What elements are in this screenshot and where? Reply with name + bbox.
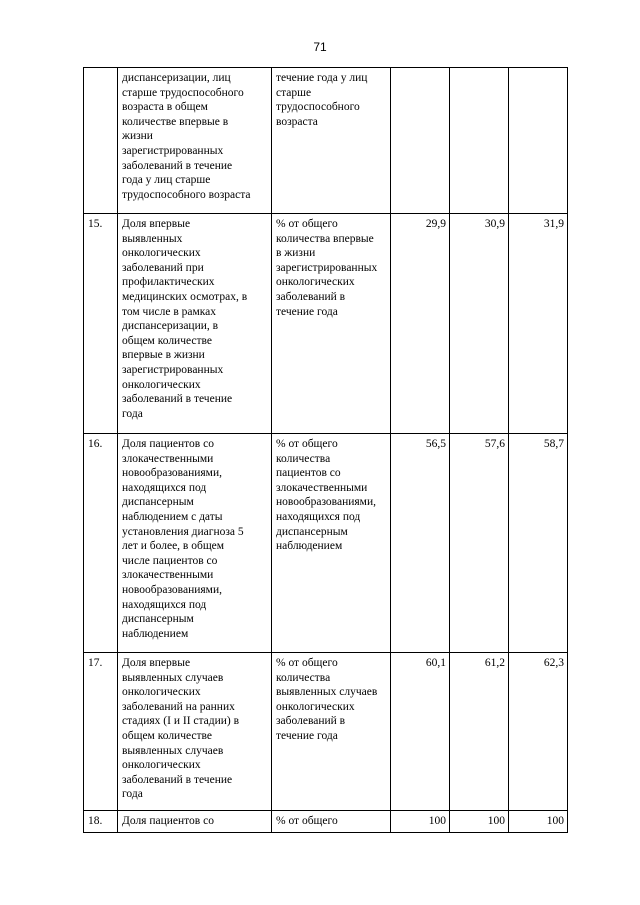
table-row <box>84 214 568 434</box>
table-row <box>84 68 568 214</box>
unit-cell: % от общего <box>272 811 391 833</box>
value-cell-1: 29,9 <box>391 214 450 434</box>
value-cell-1: 100 <box>391 811 450 833</box>
table-row <box>84 653 568 811</box>
indicator-cell: Доля впервые выявленных онкологических заболеваний при профилактических медицинских осмотрах, в том числе в рамках диспансеризации, в общем количестве впервые в жизни зарегистрированных онкологических заболеваний в течение года <box>118 214 272 434</box>
value-cell-2: 100 <box>450 811 509 833</box>
row-number-cell: 18. <box>84 811 118 833</box>
indicator-cell: Доля пациентов со злокачественными новообразованиями, находящихся под диспансерным наблюдением с даты установления диагноза 5 лет и более, в общем числе пациентов со злокачественными новообразованиями, находящихся под диспансерным наблюдением <box>118 434 272 653</box>
value-cell-1: 56,5 <box>391 434 450 653</box>
page-number: 71 <box>313 40 327 54</box>
unit-cell: % от общего количества пациентов со злокачественными новообразованиями, находящихся под диспансерным наблюдением <box>272 434 391 653</box>
row-number-cell <box>84 68 118 214</box>
value-cell-2: 61,2 <box>450 653 509 811</box>
unit-cell: % от общего количества впервые в жизни зарегистрированных онкологических заболеваний в течение года <box>272 214 391 434</box>
indicator-cell: диспансеризации, лиц старше трудоспособного возраста в общем количестве впервые в жизни зарегистрированных заболеваний в течение года у лиц старше трудоспособного возраста <box>118 68 272 214</box>
value-cell-3: 100 <box>509 811 568 833</box>
value-cell-3: 58,7 <box>509 434 568 653</box>
value-cell-2: 30,9 <box>450 214 509 434</box>
indicator-cell: Доля пациентов со <box>118 811 272 833</box>
table-row <box>84 434 568 653</box>
indicator-cell: Доля впервые выявленных случаев онкологических заболеваний на ранних стадиях (I и II стадии) в общем количестве выявленных случаев онкологических заболеваний в течение года <box>118 653 272 811</box>
table-row <box>84 811 568 833</box>
row-number-cell: 17. <box>84 653 118 811</box>
unit-cell: течение года у лиц старше трудоспособного возраста <box>272 68 391 214</box>
value-cell-3: 62,3 <box>509 653 568 811</box>
row-number-cell: 16. <box>84 434 118 653</box>
unit-cell: % от общего количества выявленных случаев онкологических заболеваний в течение года <box>272 653 391 811</box>
value-cell-2: 57,6 <box>450 434 509 653</box>
value-cell-1 <box>391 68 450 214</box>
indicators-table <box>83 67 568 833</box>
value-cell-2 <box>450 68 509 214</box>
value-cell-1: 60,1 <box>391 653 450 811</box>
row-number-cell: 15. <box>84 214 118 434</box>
value-cell-3 <box>509 68 568 214</box>
value-cell-3: 31,9 <box>509 214 568 434</box>
